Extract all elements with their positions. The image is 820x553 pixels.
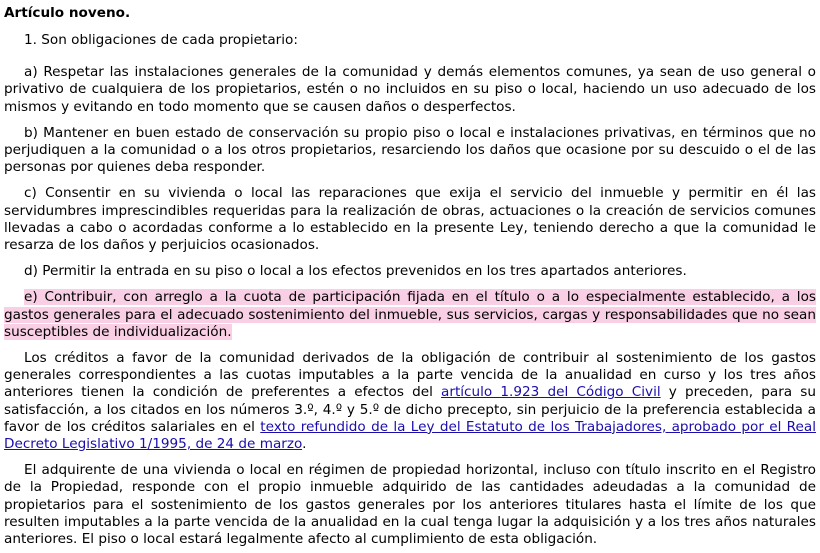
obligations-intro: 1. Son obligaciones de cada propietario: (24, 32, 298, 48)
paragraph-creditos (4, 350, 816, 453)
highlighted-paragraph-e: e) Contribuir, con arreglo a la cuota de participación fijada en el título o a lo especialmente establecido, a los gastos generales para el adecuado sostenimiento del inmueble, sus servicios, cargas y responsabilidades que no sean susceptibles de individualización. (4, 289, 816, 340)
paragraph-a: a) Respetar las instalaciones generales de la comunidad y demás elementos comunes, ya sean de uso general o privativo de cualquiera de los propietarios, estén o no incluidos en su piso o local, haciendo un uso adecuado de los mismos y evitando en todo momento que se causen daños o desperfectos. (4, 64, 816, 115)
paragraph-d: d) Permitir la entrada en su piso o local a los efectos prevenidos en los tres apartados anteriores. (24, 263, 687, 280)
link-codigo-civil[interactable]: artículo 1.923 del Código Civil (441, 384, 661, 401)
creditos-text-1: Los créditos a favor de la comunidad derivados de la obligación de contribuir al sostenimiento de los gastos generales correspondientes a las cuotas imputables a la parte vencida de la anualidad en curso y los tres años anteriores tienen la condición de preferentes a efectos del (4, 350, 816, 401)
article-title: Artículo noveno. (4, 5, 131, 21)
paragraph-b: b) Mantener en buen estado de conservación su propio piso o local e instalaciones privativas, en términos que no perjudiquen a la comunidad o a los otros propietarios, resarciendo los daños que ocasione por su descuido o el de las personas por quienes deba responder. (4, 124, 816, 176)
paragraph-c: c) Consentir en su vivienda o local las reparaciones que exija el servicio del inmueble y permitir en él las servidumbres imprescindibles requeridas para la realización de obras, actuaciones o la creación de servicios comunes llevadas a cabo o acordadas conforme a lo establecido en la presente Ley, teniendo derecho a que la comunidad le resarza de los daños y perjuicios ocasionados. (4, 185, 816, 254)
paragraph-e-container (4, 289, 816, 341)
creditos-text-3: . (302, 436, 307, 453)
paragraph-adquirente: El adquirente de una vivienda o local en régimen de propiedad horizontal, incluso con título inscrito en el Registro de la Propiedad, responde con el propio inmueble adquirido de las cantidades adeudadas a la comunidad de propietarios para el sostenimiento de los gastos generales por los anteriores titulares hasta el límite de los que resulten imputables a la parte vencida de la anualidad en la cual tenga lugar la adquisición y a los tres años naturales anteriores. El piso o local estará legalmente afecto al cumplimiento de esta obligación. (4, 462, 816, 548)
creditos-text-2: y preceden, para su satisfacción, a los citados en los números 3.º, 4.º y 5.º de dicho precepto, sin perjuicio de la preferencia establecida a favor de los créditos salariales en el (4, 384, 816, 435)
link-estatuto-trabajadores[interactable]: texto refundido de la Ley del Estatuto de los Trabajadores, aprobado por el Real Decreto Legislativo 1/1995, de 24 de marzo (4, 418, 816, 453)
